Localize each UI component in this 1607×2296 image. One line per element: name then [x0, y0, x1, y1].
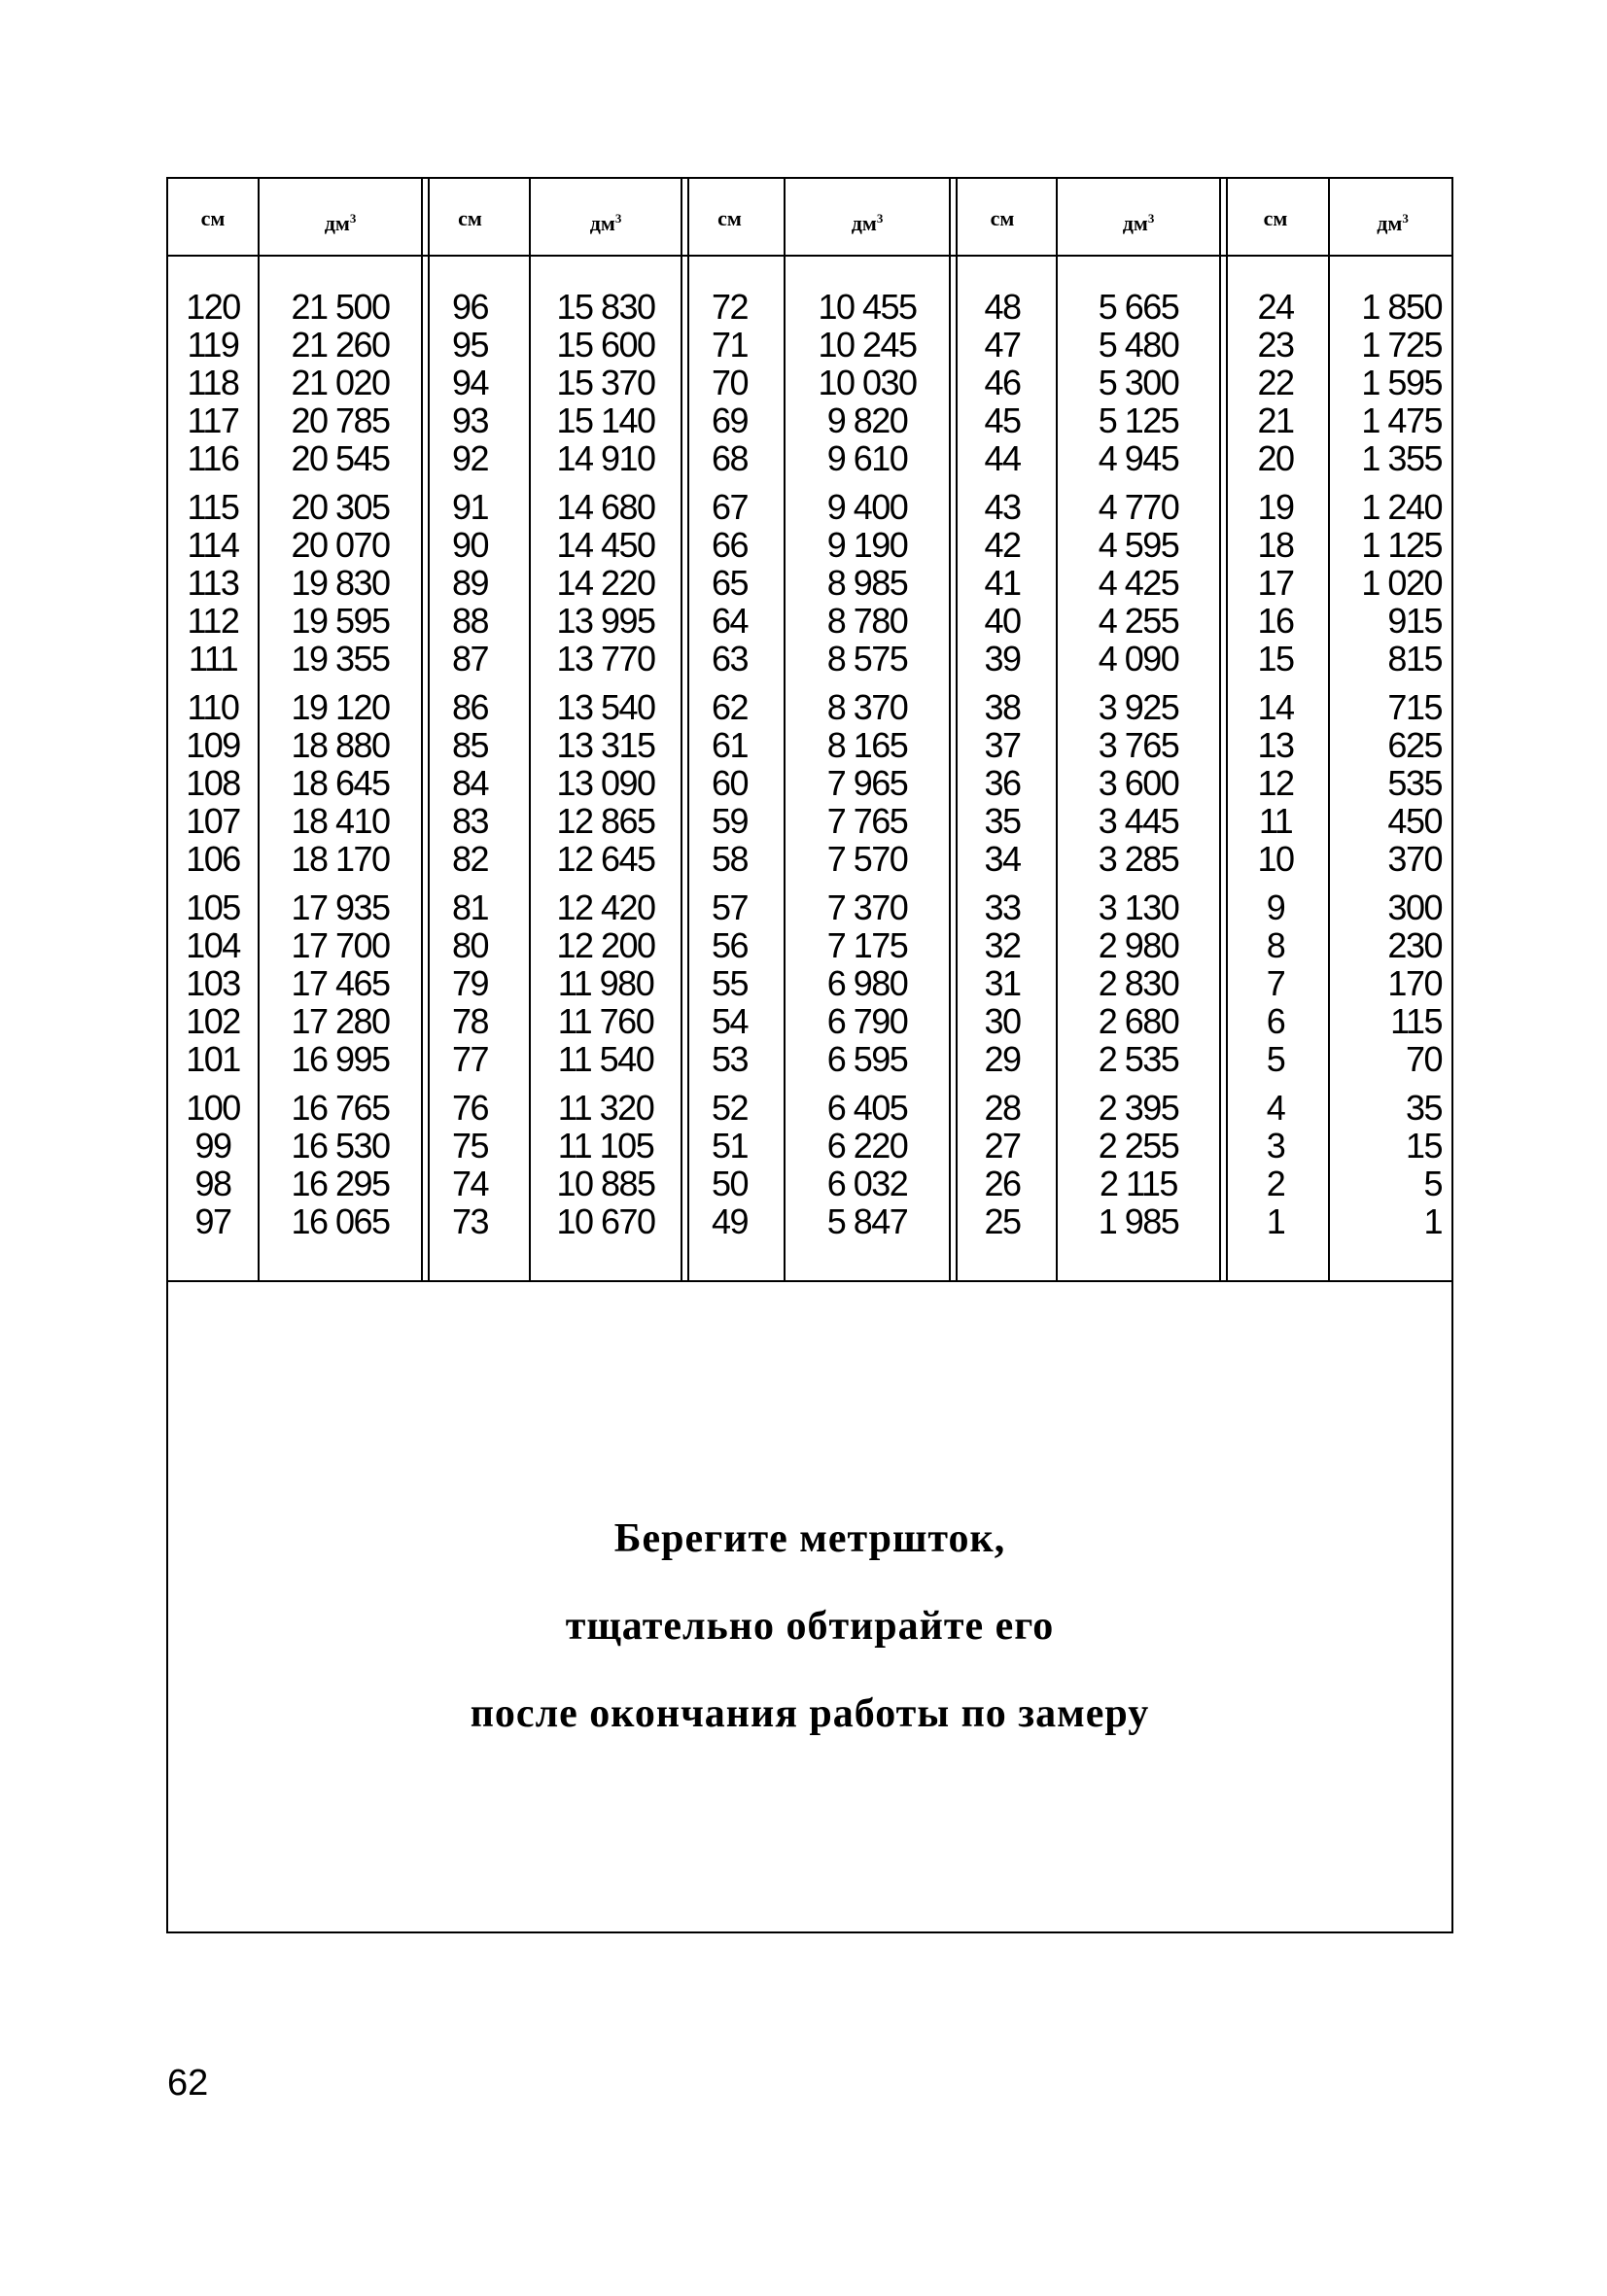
cm-value: 27: [984, 1126, 1021, 1165]
cm-value: 66: [711, 525, 749, 565]
dm3-value: 2 115: [1100, 1164, 1177, 1203]
dm3-value: 4 945: [1098, 438, 1179, 478]
cm-value: 1: [1266, 1201, 1285, 1241]
care-note-line-2: тщательно обтирайте его: [565, 1604, 1055, 1649]
cm-value: 18: [1257, 525, 1294, 565]
cm-value: 9: [1266, 887, 1285, 927]
cm-value: 97: [194, 1201, 231, 1241]
cm-value: 17: [1257, 563, 1294, 603]
dm3-value: 11 980: [557, 963, 654, 1003]
dm3-value: 18 645: [291, 763, 390, 803]
cm-value: 21: [1257, 400, 1294, 440]
cm-value: 52: [711, 1088, 749, 1128]
cm-value: 28: [984, 1088, 1021, 1128]
dm3-value: 16 065: [291, 1201, 390, 1241]
dm3-value: 21 020: [291, 363, 390, 402]
dm3-value: 12 865: [556, 801, 655, 841]
dm3-value: 1 850: [1361, 287, 1442, 327]
care-note-line-1: Берегите метршток,: [613, 1516, 1006, 1561]
dm3-value: 10 885: [556, 1164, 655, 1203]
column-group-3: [676, 179, 947, 1280]
dm3-value: 1 020: [1361, 563, 1442, 603]
dm3-header-unit: дм: [324, 211, 350, 235]
cm-value: 68: [711, 438, 749, 478]
cm-value: 116: [187, 438, 239, 478]
dm3-value: 18 880: [291, 725, 390, 765]
cm-value: 101: [186, 1039, 240, 1079]
cm-value: 89: [451, 563, 489, 603]
dm3-value: 3 600: [1098, 763, 1179, 803]
dm3-value: 6 405: [826, 1088, 908, 1128]
cm-value: 38: [984, 687, 1021, 727]
dm3-value: 70: [1405, 1039, 1442, 1079]
cm-value: 118: [187, 363, 239, 402]
cm-value: 24: [1257, 287, 1294, 327]
dm3-value: 5 480: [1098, 325, 1179, 365]
cm-value: 30: [984, 1001, 1021, 1041]
cm-column: [949, 179, 1056, 1280]
cm-value: 42: [984, 525, 1021, 565]
dm3-value: 5 300: [1098, 363, 1179, 402]
volume-table: [168, 179, 1451, 1282]
dm3-value: 14 680: [556, 487, 655, 527]
dm3-value: 11 105: [557, 1126, 654, 1165]
dm3-value: 2 980: [1098, 925, 1179, 965]
dm3-value: 3 130: [1098, 887, 1179, 927]
cm-value: 108: [186, 763, 240, 803]
cm-header: см: [200, 206, 226, 230]
care-note-line-3: после окончания работы по замеру: [470, 1691, 1150, 1736]
cm-value: 87: [451, 639, 489, 678]
dm3-value: 115: [1390, 1001, 1442, 1041]
dm3-value: 1 985: [1098, 1201, 1179, 1241]
dm3-value: 10 670: [556, 1201, 655, 1241]
cm-value: 14: [1257, 687, 1294, 727]
dm3-value: 6 595: [826, 1039, 908, 1079]
column-group-2: [411, 179, 679, 1280]
cm-value: 120: [186, 287, 240, 327]
cm-value: 82: [451, 839, 489, 879]
cm-value: 103: [186, 963, 240, 1003]
dm3-value: 15 140: [556, 400, 655, 440]
cm-column: [168, 179, 258, 1280]
dm3-value: 4 425: [1098, 563, 1179, 603]
dm3-value: 18 410: [291, 801, 390, 841]
dm3-value: 20 070: [291, 525, 390, 565]
dm3-value: 12 420: [556, 887, 655, 927]
cm-value: 80: [451, 925, 489, 965]
dm3-value: 17 700: [291, 925, 390, 965]
dm3-value: 9 190: [826, 525, 908, 565]
dm3-value: 915: [1387, 601, 1442, 641]
cm-value: 112: [187, 601, 239, 641]
dm3-value: 9 820: [826, 400, 908, 440]
cm-value: 117: [187, 400, 239, 440]
cm-value: 105: [186, 887, 240, 927]
dm3-value: 17 935: [291, 887, 390, 927]
dm3-value: 7 570: [826, 839, 908, 879]
cm-value: 81: [451, 887, 489, 927]
cm-value: 70: [711, 363, 749, 402]
dm3-header: [786, 204, 949, 233]
dm3-value: 20 545: [291, 438, 390, 478]
cm-value: 26: [984, 1164, 1021, 1203]
cm-value: 91: [451, 487, 489, 527]
dm3-value: 17 465: [291, 963, 390, 1003]
dm3-value: 1 475: [1361, 400, 1442, 440]
cm-value: 115: [187, 487, 239, 527]
dm3-value: 9 400: [826, 487, 908, 527]
dm3-value: 9 610: [826, 438, 908, 478]
cm-value: 62: [711, 687, 749, 727]
cm-value: 102: [186, 1001, 240, 1041]
dm3-value: 300: [1387, 887, 1442, 927]
cm-value: 74: [451, 1164, 489, 1203]
cm-value: 47: [984, 325, 1021, 365]
dm3-value: 10 455: [818, 287, 917, 327]
cm-value: 60: [711, 763, 749, 803]
cm-value: 36: [984, 763, 1021, 803]
dm3-value: 2 535: [1098, 1039, 1179, 1079]
cm-value: 8: [1266, 925, 1285, 965]
dm3-value: 4 595: [1098, 525, 1179, 565]
cm-value: 119: [187, 325, 239, 365]
dm3-value: 19 120: [291, 687, 390, 727]
dm3-header: [260, 204, 421, 233]
cm-column: [1223, 179, 1328, 1280]
dm3-value: 1 355: [1361, 438, 1442, 478]
cm-value: 79: [451, 963, 489, 1003]
cm-value: 99: [194, 1126, 231, 1165]
dm3-value: 12 200: [556, 925, 655, 965]
dm3-value: 17 280: [291, 1001, 390, 1041]
dm3-value: 3 925: [1098, 687, 1179, 727]
page-number: 62: [167, 2063, 209, 2104]
cm-value: 107: [186, 801, 240, 841]
dm3-value: 14 910: [556, 438, 655, 478]
dm3-value: 13 090: [556, 763, 655, 803]
cm-value: 57: [711, 887, 749, 927]
cm-value: 75: [451, 1126, 489, 1165]
dm3-header-unit: дм: [1377, 211, 1403, 235]
cm-value: 96: [451, 287, 489, 327]
cm-value: 61: [711, 725, 749, 765]
dm3-value: 15 600: [556, 325, 655, 365]
dm3-value: 2 395: [1098, 1088, 1179, 1128]
cm-value: 109: [186, 725, 240, 765]
dm3-value: 11 540: [557, 1039, 654, 1079]
dm3-header: [1058, 204, 1219, 233]
cm-value: 16: [1257, 601, 1294, 641]
dm3-column: [260, 179, 421, 1280]
dm3-value: 450: [1387, 801, 1442, 841]
cm-value: 45: [984, 400, 1021, 440]
cm-value: 15: [1257, 639, 1294, 678]
cm-value: 86: [451, 687, 489, 727]
cm-value: 48: [984, 287, 1021, 327]
dm3-header-unit: дм: [1122, 211, 1148, 235]
dm3-value: 535: [1387, 763, 1442, 803]
dm3-value: 3 445: [1098, 801, 1179, 841]
cm-value: 31: [984, 963, 1021, 1003]
column-group-5: [1223, 179, 1453, 1280]
cm-value: 12: [1257, 763, 1294, 803]
cm-value: 32: [984, 925, 1021, 965]
dm3-value: 5 847: [826, 1201, 908, 1241]
dm3-value: 7 370: [826, 887, 908, 927]
column-group-4: [949, 179, 1217, 1280]
cm-value: 64: [711, 601, 749, 641]
dm3-header-exponent: 3: [614, 211, 622, 226]
dm3-column: [1330, 179, 1455, 1280]
cm-value: 63: [711, 639, 749, 678]
cm-value: 29: [984, 1039, 1021, 1079]
cm-value: 25: [984, 1201, 1021, 1241]
care-note: [168, 1282, 1451, 1933]
dm3-value: 5 125: [1098, 400, 1179, 440]
cm-value: 6: [1266, 1001, 1285, 1041]
cm-value: 100: [186, 1088, 240, 1128]
dm3-value: 20 785: [291, 400, 390, 440]
dm3-value: 230: [1387, 925, 1442, 965]
cm-column: [676, 179, 784, 1280]
dm3-value: 10 245: [818, 325, 917, 365]
dm3-value: 18 170: [291, 839, 390, 879]
cm-value: 59: [711, 801, 749, 841]
cm-column: [411, 179, 529, 1280]
dm3-value: 7 175: [826, 925, 908, 965]
dm3-value: 5: [1423, 1164, 1442, 1203]
cm-value: 54: [711, 1001, 749, 1041]
dm3-value: 8 985: [826, 563, 908, 603]
cm-value: 13: [1257, 725, 1294, 765]
group-divider-double-rule: [1219, 179, 1221, 1280]
cm-value: 40: [984, 601, 1021, 641]
cm-value: 37: [984, 725, 1021, 765]
cm-value: 58: [711, 839, 749, 879]
dm3-value: 1 125: [1361, 525, 1442, 565]
dm3-value: 625: [1387, 725, 1442, 765]
dm3-column: [531, 179, 681, 1280]
column-group-1: [168, 179, 419, 1280]
dm3-value: 13 770: [556, 639, 655, 678]
dm3-value: 10 030: [818, 363, 917, 402]
cm-value: 55: [711, 963, 749, 1003]
dm3-value: 15 370: [556, 363, 655, 402]
cm-value: 46: [984, 363, 1021, 402]
cm-header: см: [717, 206, 742, 230]
cm-value: 56: [711, 925, 749, 965]
cm-value: 67: [711, 487, 749, 527]
dm3-value: 16 530: [291, 1126, 390, 1165]
dm3-value: 21 500: [291, 287, 390, 327]
cm-value: 3: [1266, 1126, 1285, 1165]
cm-value: 84: [451, 763, 489, 803]
cm-value: 65: [711, 563, 749, 603]
cm-value: 83: [451, 801, 489, 841]
cm-value: 7: [1266, 963, 1285, 1003]
cm-value: 90: [451, 525, 489, 565]
cm-value: 111: [188, 639, 238, 678]
dm3-header-exponent: 3: [1147, 211, 1155, 226]
cm-value: 110: [187, 687, 239, 727]
dm3-value: 170: [1387, 963, 1442, 1003]
dm3-value: 1 595: [1361, 363, 1442, 402]
dm3-value: 16 765: [291, 1088, 390, 1128]
dm3-value: 4 770: [1098, 487, 1179, 527]
dm3-value: 8 780: [826, 601, 908, 641]
cm-value: 22: [1257, 363, 1294, 402]
cm-value: 23: [1257, 325, 1294, 365]
cm-value: 53: [711, 1039, 749, 1079]
cm-value: 76: [451, 1088, 489, 1128]
dm3-value: 2 680: [1098, 1001, 1179, 1041]
cm-value: 93: [451, 400, 489, 440]
cm-value: 10: [1257, 839, 1294, 879]
cm-value: 19: [1257, 487, 1294, 527]
dm3-value: 16 995: [291, 1039, 390, 1079]
dm3-value: 6 220: [826, 1126, 908, 1165]
cm-value: 114: [187, 525, 239, 565]
dm3-value: 12 645: [556, 839, 655, 879]
dm3-value: 1 725: [1361, 325, 1442, 365]
dm3-header-unit: дм: [589, 211, 615, 235]
dm3-value: 2 830: [1098, 963, 1179, 1003]
cm-value: 94: [451, 363, 489, 402]
dm3-header: [531, 204, 681, 233]
dm3-value: 20 305: [291, 487, 390, 527]
cm-value: 43: [984, 487, 1021, 527]
cm-header: см: [458, 206, 482, 230]
cm-value: 49: [711, 1201, 749, 1241]
cm-value: 78: [451, 1001, 489, 1041]
dm3-value: 19 830: [291, 563, 390, 603]
dm3-value: 13 315: [556, 725, 655, 765]
dm3-value: 11 320: [557, 1088, 654, 1128]
cm-value: 33: [984, 887, 1021, 927]
dm3-value: 14 220: [556, 563, 655, 603]
dm3-header-exponent: 3: [876, 211, 884, 226]
dm3-value: 370: [1387, 839, 1442, 879]
cm-value: 35: [984, 801, 1021, 841]
dm3-value: 7 965: [826, 763, 908, 803]
dm3-value: 7 765: [826, 801, 908, 841]
dm3-value: 1: [1423, 1201, 1442, 1241]
cm-value: 69: [711, 400, 749, 440]
cm-value: 2: [1266, 1164, 1285, 1203]
cm-value: 51: [711, 1126, 749, 1165]
dm3-value: 4 090: [1098, 639, 1179, 678]
dm3-value: 8 165: [826, 725, 908, 765]
cm-value: 88: [451, 601, 489, 641]
dm3-value: 3 765: [1098, 725, 1179, 765]
dm3-value: 16 295: [291, 1164, 390, 1203]
cm-value: 4: [1266, 1088, 1285, 1128]
cm-value: 34: [984, 839, 1021, 879]
cm-value: 73: [451, 1201, 489, 1241]
cm-value: 85: [451, 725, 489, 765]
dm3-header-unit: дм: [851, 211, 877, 235]
dm3-value: 15: [1405, 1126, 1442, 1165]
dm3-value: 19 355: [291, 639, 390, 678]
dm3-header-exponent: 3: [1402, 211, 1409, 226]
dm3-value: 6 790: [826, 1001, 908, 1041]
dm3-value: 815: [1387, 639, 1442, 678]
dm3-header-exponent: 3: [349, 211, 357, 226]
dm3-value: 13 995: [556, 601, 655, 641]
cm-value: 44: [984, 438, 1021, 478]
dm3-value: 6 032: [826, 1164, 908, 1203]
dm3-value: 8 575: [826, 639, 908, 678]
dm3-value: 6 980: [826, 963, 908, 1003]
cm-value: 5: [1266, 1039, 1285, 1079]
cm-value: 113: [187, 563, 239, 603]
dm3-value: 11 760: [557, 1001, 654, 1041]
cm-value: 106: [186, 839, 240, 879]
dm3-value: 5 665: [1098, 287, 1179, 327]
dm3-value: 13 540: [556, 687, 655, 727]
volume-table-frame: [166, 177, 1453, 1933]
cm-value: 41: [984, 563, 1021, 603]
dm3-value: 3 285: [1098, 839, 1179, 879]
cm-header: см: [990, 206, 1015, 230]
cm-value: 39: [984, 639, 1021, 678]
cm-value: 98: [194, 1164, 231, 1203]
dm3-value: 2 255: [1098, 1126, 1179, 1165]
dm3-column: [1058, 179, 1219, 1280]
cm-value: 77: [451, 1039, 489, 1079]
dm3-value: 8 370: [826, 687, 908, 727]
cm-value: 11: [1258, 801, 1293, 841]
cm-value: 95: [451, 325, 489, 365]
cm-value: 50: [711, 1164, 749, 1203]
dm3-value: 715: [1387, 687, 1442, 727]
cm-value: 71: [711, 325, 749, 365]
dm3-value: 1 240: [1361, 487, 1442, 527]
dm3-header: [1330, 204, 1455, 233]
cm-value: 20: [1257, 438, 1294, 478]
dm3-value: 21 260: [291, 325, 390, 365]
cm-value: 92: [451, 438, 489, 478]
dm3-value: 14 450: [556, 525, 655, 565]
dm3-value: 35: [1405, 1088, 1442, 1128]
dm3-column: [786, 179, 949, 1280]
cm-header: см: [1263, 206, 1288, 230]
dm3-value: 15 830: [556, 287, 655, 327]
dm3-value: 4 255: [1098, 601, 1179, 641]
cm-value: 104: [186, 925, 240, 965]
dm3-value: 19 595: [291, 601, 390, 641]
cm-value: 72: [711, 287, 749, 327]
